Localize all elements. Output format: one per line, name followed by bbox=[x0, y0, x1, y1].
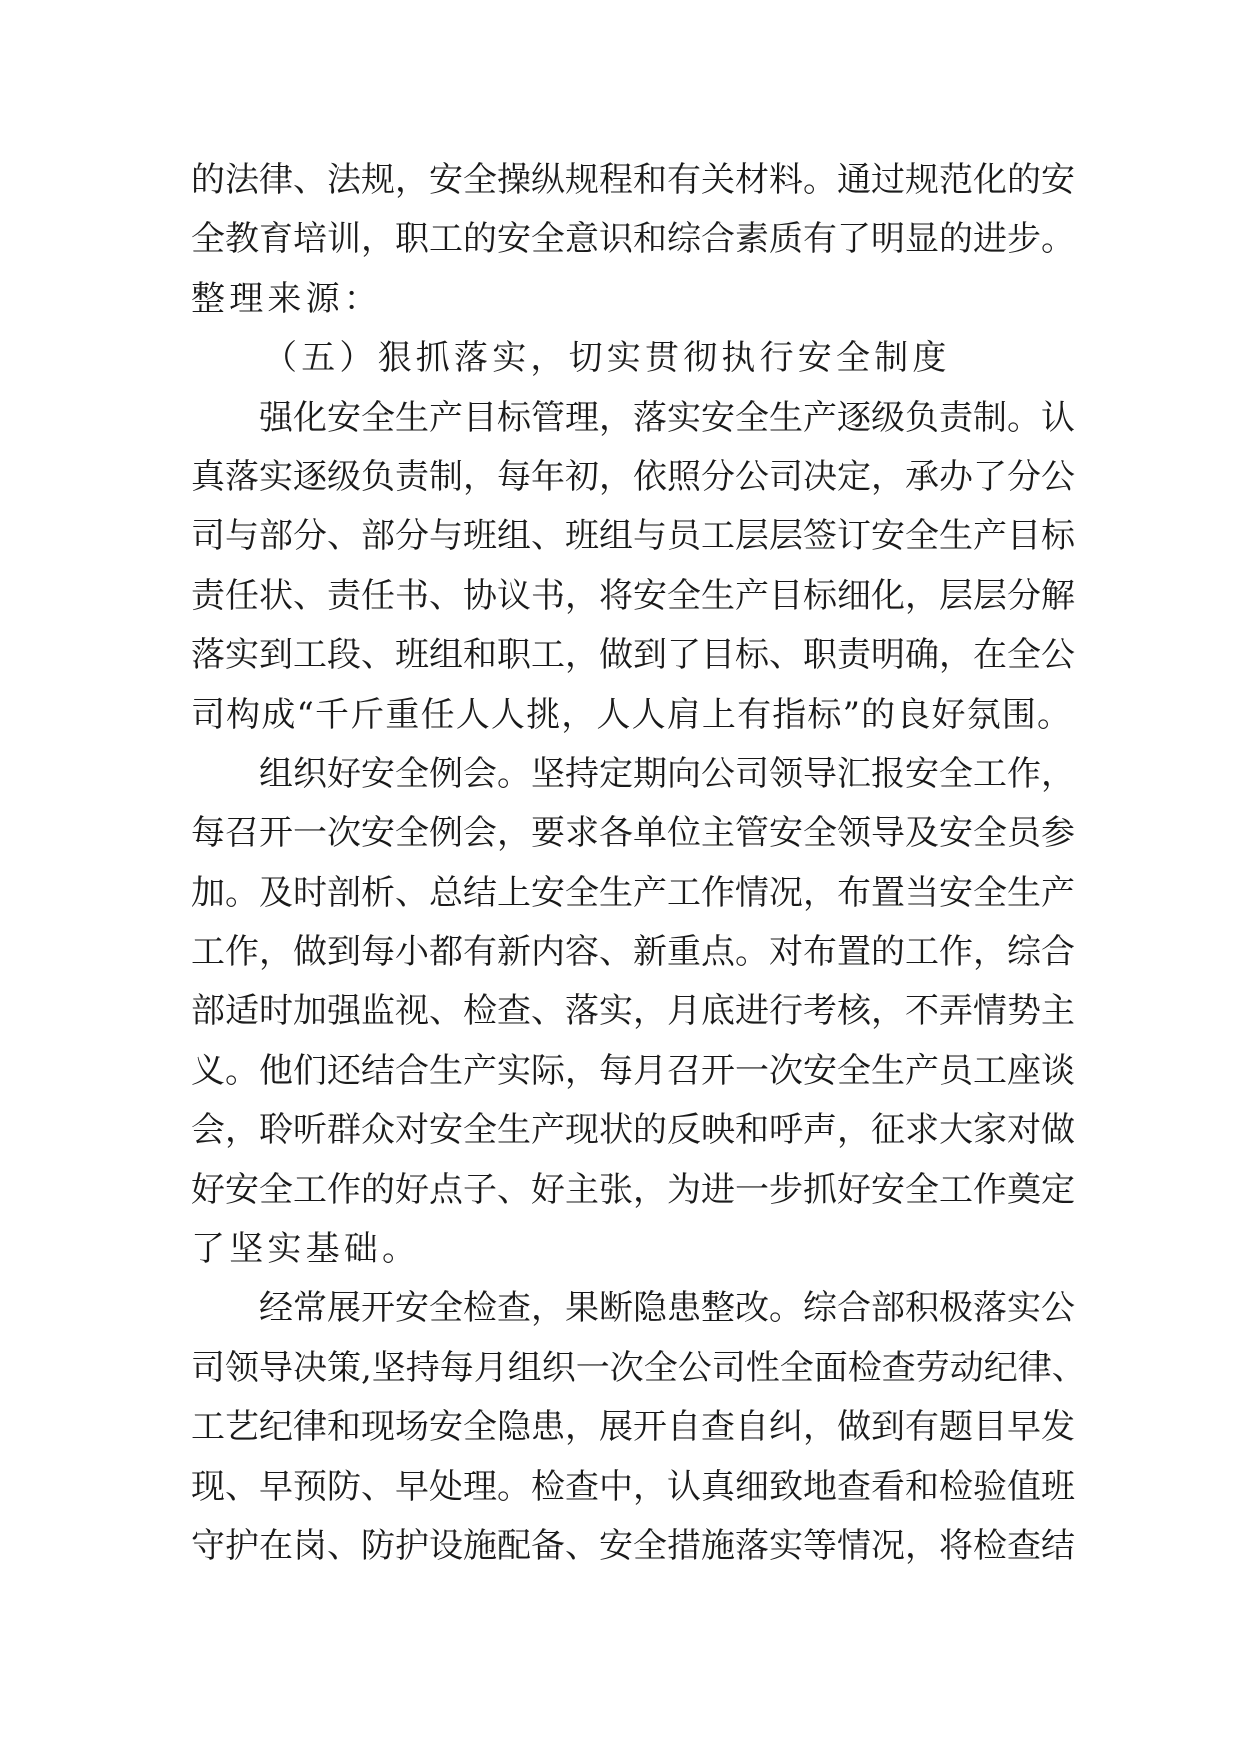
document-body bbox=[191, 151, 1086, 1576]
text-line: 责任状、责任书、协议书，将安全生产目标细化，层层分解 bbox=[191, 575, 1075, 616]
text-line: 加。及时剖析、总结上安全生产工作情况，布置当安全生产 bbox=[191, 872, 1075, 913]
text-line: 守护在岗、防护设施配备、安全措施落实等情况，将检查结 bbox=[191, 1525, 1075, 1566]
text-line: 的法律、法规，安全操纵规程和有关材料。通过规范化的安 bbox=[191, 160, 1075, 200]
section-heading: （五）狠抓落实，切实贯彻执行安全制度 bbox=[263, 338, 951, 379]
text-line: 了坚实基础。 bbox=[191, 1229, 421, 1270]
text-line: 义。他们还结合生产实际，每月召开一次安全生产员工座谈 bbox=[191, 1050, 1075, 1091]
text-line: 司领导决策,坚持每月组织一次全公司性全面检查劳动纪律、 bbox=[191, 1347, 1086, 1388]
paragraph-first-line: 强化安全生产目标管理，落实安全生产逐级负责制。认 bbox=[259, 397, 1075, 438]
text-line: 部适时加强监视、检查、落实，月底进行考核，不弄情势主 bbox=[191, 991, 1075, 1032]
text-line: 整理来源： bbox=[191, 278, 382, 319]
text-line: 现、早预防、早处理。检查中，认真细致地查看和检验值班 bbox=[191, 1466, 1075, 1507]
text-line: 会，聆听群众对安全生产现状的反映和呼声，征求大家对做 bbox=[191, 1110, 1075, 1151]
paragraph-first-line: 经常展开安全检查，果断隐患整改。综合部积极落实公 bbox=[259, 1288, 1075, 1329]
text-line: 司与部分、部分与班组、班组与员工层层签订安全生产目标 bbox=[191, 516, 1075, 557]
text-line: 每召开一次安全例会，要求各单位主管安全领导及安全员参 bbox=[191, 813, 1075, 854]
text-line: 全教育培训，职工的安全意识和综合素质有了明显的进步。 bbox=[191, 219, 1075, 260]
text-line: 好安全工作的好点子、好主张，为进一步抓好安全工作奠定 bbox=[191, 1169, 1075, 1210]
text-line: 工作，做到每小都有新内容、新重点。对布置的工作，综合 bbox=[191, 932, 1075, 973]
text-line: 司构成“千斤重任人人挑，人人肩上有指标”的良好氛围。 bbox=[191, 694, 1071, 735]
text-line: 真落实逐级负责制，每年初，依照分公司决定，承办了分公 bbox=[191, 456, 1075, 497]
text-line: 工艺纪律和现场安全隐患，展开自查自纠，做到有题目早发 bbox=[191, 1407, 1075, 1448]
paragraph-first-line: 组织好安全例会。坚持定期向公司领导汇报安全工作， bbox=[259, 753, 1075, 794]
text-line: 落实到工段、班组和职工，做到了目标、职责明确，在全公 bbox=[191, 635, 1075, 676]
